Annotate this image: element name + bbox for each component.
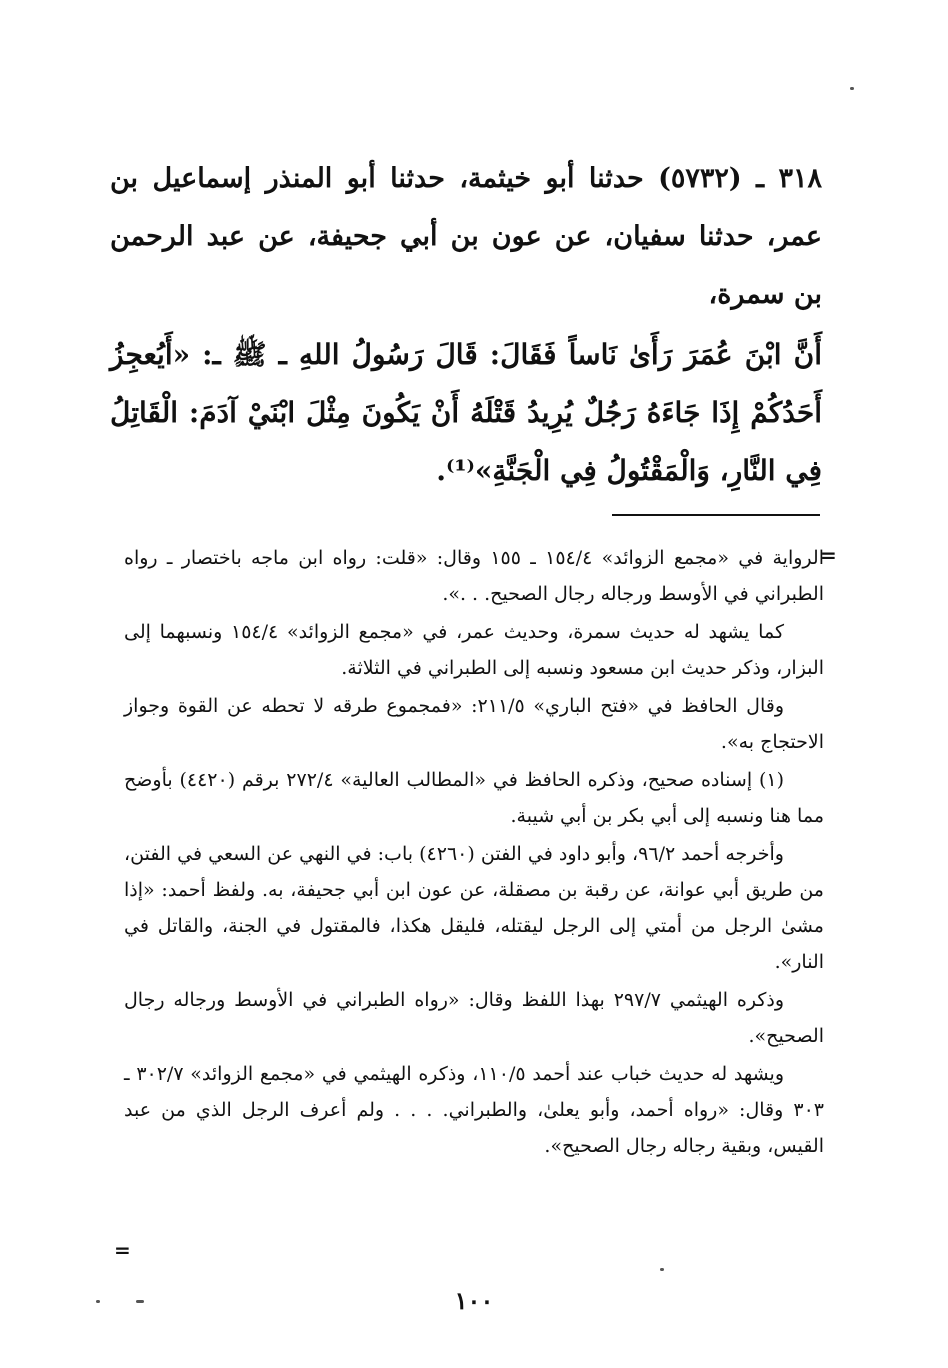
continues-marker: = xyxy=(114,1238,131,1262)
footnote-divider xyxy=(612,514,820,516)
scan-speck xyxy=(850,87,854,90)
scan-speck xyxy=(136,1300,144,1303)
footnote-paragraph: الرواية في «مجمع الزوائد» ١٥٤/٤ ـ ١٥٥ وقال: «قلت: رواه ابن ماجه باختصار ـ رواه الطبراني في الأوسط ورجاله رجال الصحيح. . .». xyxy=(124,547,824,605)
footnote-1: (١) إسناده صحيح، وذكره الحافظ في «المطالب العالية» ٢٧٢/٤ برقم (٤٤٢٠) بأوضح مما هنا ونسبه إلى أبي بكر بن أبي شيبة. xyxy=(124,769,824,827)
footnote-paragraph: وأخرجه أحمد ٩٦/٢، وأبو داود في الفتن (٤٢٦٠) باب: في النهي عن السعي في الفتن، من طريق أبي عوانة، عن رقبة بن مصقلة، عن عون ابن أبي جحيفة، به. ولفظ أحمد: «إذا مشىٰ الرجل من أمتي إلى الرجل ليقتله، فليقل هكذا، فالمقتول في الجنة، والقاتل في النار». xyxy=(124,843,824,973)
main-text xyxy=(110,150,822,500)
scan-speck xyxy=(96,1300,100,1303)
continued-marker: = xyxy=(820,543,837,567)
footnote-paragraph: وقال الحافظ في «فتح الباري» ٢١١/٥: «فمجموع طرقه لا تحطه عن القوة وجواز الاحتجاج به». xyxy=(124,695,824,753)
footnote-paragraph: كما يشهد له حديث سمرة، وحديث عمر، في «مجمع الزوائد» ١٥٤/٤ ونسبهما إلى البزار، وذكر حديث ابن مسعود ونسبه إلى الطبراني في الثلاثة. xyxy=(124,621,824,679)
scan-speck xyxy=(660,1268,664,1271)
isnad-paragraph: ٣١٨ ـ (٥٧٣٢) حدثنا أبو خيثمة، حدثنا أبو المنذر إسماعيل بن عمر، حدثنا سفيان، عن عون بن أبي جحيفة، عن عبد الرحمن بن سمرة، xyxy=(110,163,822,310)
footnotes xyxy=(124,540,824,1166)
footnote-paragraph: وذكره الهيثمي ٢٩٧/٧ بهذا اللفظ وقال: «رواه الطبراني في الأوسط ورجاله رجال الصحيح». xyxy=(124,989,824,1047)
footnote-paragraph: ويشهد له حديث خباب عند أحمد ١١٠/٥، وذكره الهيثمي في «مجمع الزوائد» ٣٠٢/٧ ـ ٣٠٣ وقال: «رواه أحمد، وأبو يعلىٰ، والطبراني. . . . ولم أعرف الرجل الذي من عبد القيس، وبقية رجاله رجال الصحيح». xyxy=(124,1063,824,1157)
hadith-paragraph: أَنَّ ابْنَ عُمَرَ رَأَىٰ نَاساً فَقَالَ: قَالَ رَسُولُ اللهِ ـ ﷺ ـ: «أَيُعجِزُ أَحَدُكُمْ إِذَا جَاءَهُ رَجُلٌ يُرِيدُ قَتْلَهُ أَنْ يَكُونَ مِثْلَ ابْنَيْ آدَمَ: الْقَاتِلُ فِي النَّارِ، وَالْمَقْتُولُ فِي الْجَنَّةِ»⁽¹⁾. xyxy=(110,338,822,487)
page-number: ١٠٠ xyxy=(454,1286,494,1315)
